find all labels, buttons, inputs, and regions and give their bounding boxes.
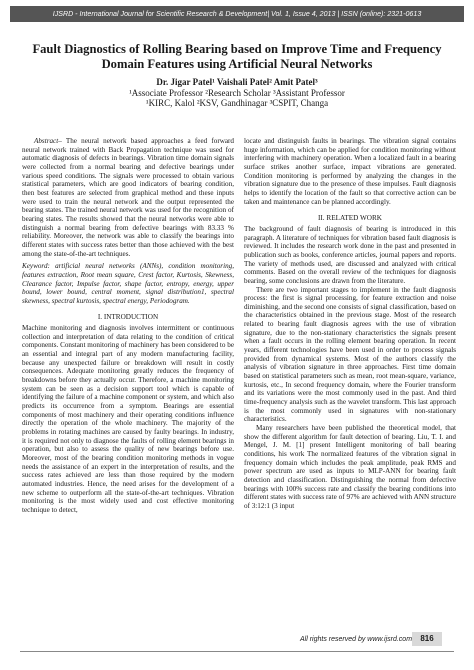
keywords-text: artificial neural networks (ANNs), condition monitoring, features extraction, Root mean square, Crest factor, Kurtosis, Skewness, Clearance factor, Impulse factor, shape factor, entropy, energy, upper bound, lower bound, central moment, signal distribution1, spectral skewness, spectral kurtosis, spectral energy, Periodogram.	[22, 262, 234, 305]
intro-heading: I. INTRODUCTION	[97, 313, 159, 322]
footer-divider	[20, 651, 454, 652]
author-affiliation-roles: ¹Associate Professor ²Research Scholar ³Assistant Professor	[129, 87, 345, 98]
author-block	[20, 77, 454, 109]
abstract-paragraph	[22, 137, 234, 258]
page-number: 816	[412, 632, 442, 646]
journal-header: IJSRD - International Journal for Scientific Research & Development| Vol. 1, Issue 4, 2013 | ISSN (online): 2321-0613	[10, 6, 464, 22]
related-work-paragraph-3: Many researchers have been published the theoretical model, that show the different algorithm for fault detection of bearing. Liu, T. I. and Mengel, J. M. [1] present Intelligent monitoring of ball bearing conditions, his work The normalized features of the vibration signal in frequency domain which includes the peak amplitude, peak RMS and power spectrum are used as inputs to MLP-ANN for bearing fault detection and classification. Distinguishing the normal from defective bearings with 100% success rate and classify the bearing conditions into different states with success rate of 97% are achieved with ANN structure of 3:12:1 (3 input	[244, 424, 456, 510]
left-column	[22, 137, 234, 515]
related-work-heading: II. RELATED WORK	[318, 214, 382, 223]
related-work-paragraph-2: There are two important stages to implement in the fault diagnosis process: the first is signal processing, for feature extraction and noise diminishing, and the second one consists of signal classification, based on the characteristics obtained in the previous stage. Most of the research related to bearing fault diagnosis agrees with the use of vibration signature, due to the non-stationary characteristics the signals present when a fault occurs in the rolling element bearing operation. In recent years, different technologies have been used in order to process signals provided from dynamical systems. Most of the authors classify the analysis of vibration signature in three approaches. First time domain based on statistical parameters such as mean, root mean-square, variance, kurtosis, etc., In second frequency domain, where the Fourier transform and its variations were the most commonly used in the past. And third time-frequency analysis such as the wavelet transform. This last approach is the most commonly used in signatures with non-stationary characteristics.	[244, 285, 456, 424]
related-work-paragraph-1: The background of fault diagnosis of bearing is introduced in this paragraph. A literature of techniques for vibration based fault diagnosis is reviewed. It includes the research work done in the past and presented in publication such as books, conference articles, journal papers and reports. The variety of methods used, are discussed and analyzed with critical comments. Based on the overall review of the techniques for diagnosis bearing, some conclusions are drawn from the literature.	[244, 224, 456, 285]
keywords-label: Keyword:	[22, 262, 50, 271]
author-names: Dr. Jigar Patel¹ Vaishali Patel² Amit Patel³	[156, 77, 318, 87]
abstract-text: The neural network based approaches a feed forward neural network trained with Back Propagation technique was used for automatic diagnosis of defects in bearings. Vibration time domain signals were collected from a normal bearing and defective bearings under various speed conditions. The signals were processed to obtain various statistical parameters, which are good indicators of bearing condition, then best features are selected from graphical method and these inputs were used to train the neural network and the output represented the bearing states. The trained neural network was used for the recognition of bearing states. The results showed that the neural networks were able to distinguish a normal bearing from defective bearings with 83.33 % reliability. Moreover, the network was able to classify the bearings into different states with success rates better than those achieved with the best among the state-of-the-art techniques.	[22, 137, 234, 258]
author-affiliation-institutions: ¹KIRC, Kalol ²KSV, Gandhinagar ³CSPIT, Changa	[145, 98, 329, 108]
intro-paragraph: Machine monitoring and diagnosis involves intermittent or continuous collection and interpretation of data relating to the condition of critical components. Constant monitoring of machinery has been considered to be an essential and integral part of any modern manufacturing facility, because any unexpected failure or breakdown will result in costly consequences. Adequate monitoring greatly reduces the frequency of breakdowns before they actually occur. Therefore, a machine monitoring system can be seen as a decision support tool which is capable of identifying the failure of a machine component or system, and which also predicts its occurrence from a symptom. Bearings are essential components of most machinery and their operating conditions influence directly the operation of the whole machinery. The majority of the problems in rotating machines are caused by faulty bearings. In industry, it is required not only to diagnose the faults of rolling element bearings in operation, but also to assess the quality of new bearings before use. Moreover, most of the bearing condition monitoring methods in vogue needs the assistance of an expert in the interpretation of results, and the success rates achieved are less than those required by the modern automated industries. Hence, the need arises for the development of a new scheme to outperform all the state-of-the-art techniques. Vibration monitoring is the most widely used and cost effective monitoring technique to detect,	[22, 324, 234, 514]
footer-rights: All rights reserved by www.ijsrd.com	[300, 636, 413, 643]
intro-continued-paragraph: locate and distinguish faults in bearings. The vibration signal contains huge information, which can be applied for condition monitoring without interfering with machinery operation. When a localized fault in a bearing surface strikes another surface, impact vibrations are generated. Condition monitoring is performed by analyzing the changes in the vibration signature due to the presence of these impulses. Fault diagnosis helps to identify the location of the fault so that corrective action can be taken and maintenance can be planned accordingly.	[244, 137, 456, 206]
right-column	[244, 137, 456, 511]
abstract-label: Abstract–	[34, 137, 62, 145]
paper-title: Fault Diagnostics of Rolling Bearing based on Improve Time and Frequency Domain Features using Artificial Neural Networks	[32, 42, 442, 71]
keywords-paragraph	[22, 262, 234, 305]
